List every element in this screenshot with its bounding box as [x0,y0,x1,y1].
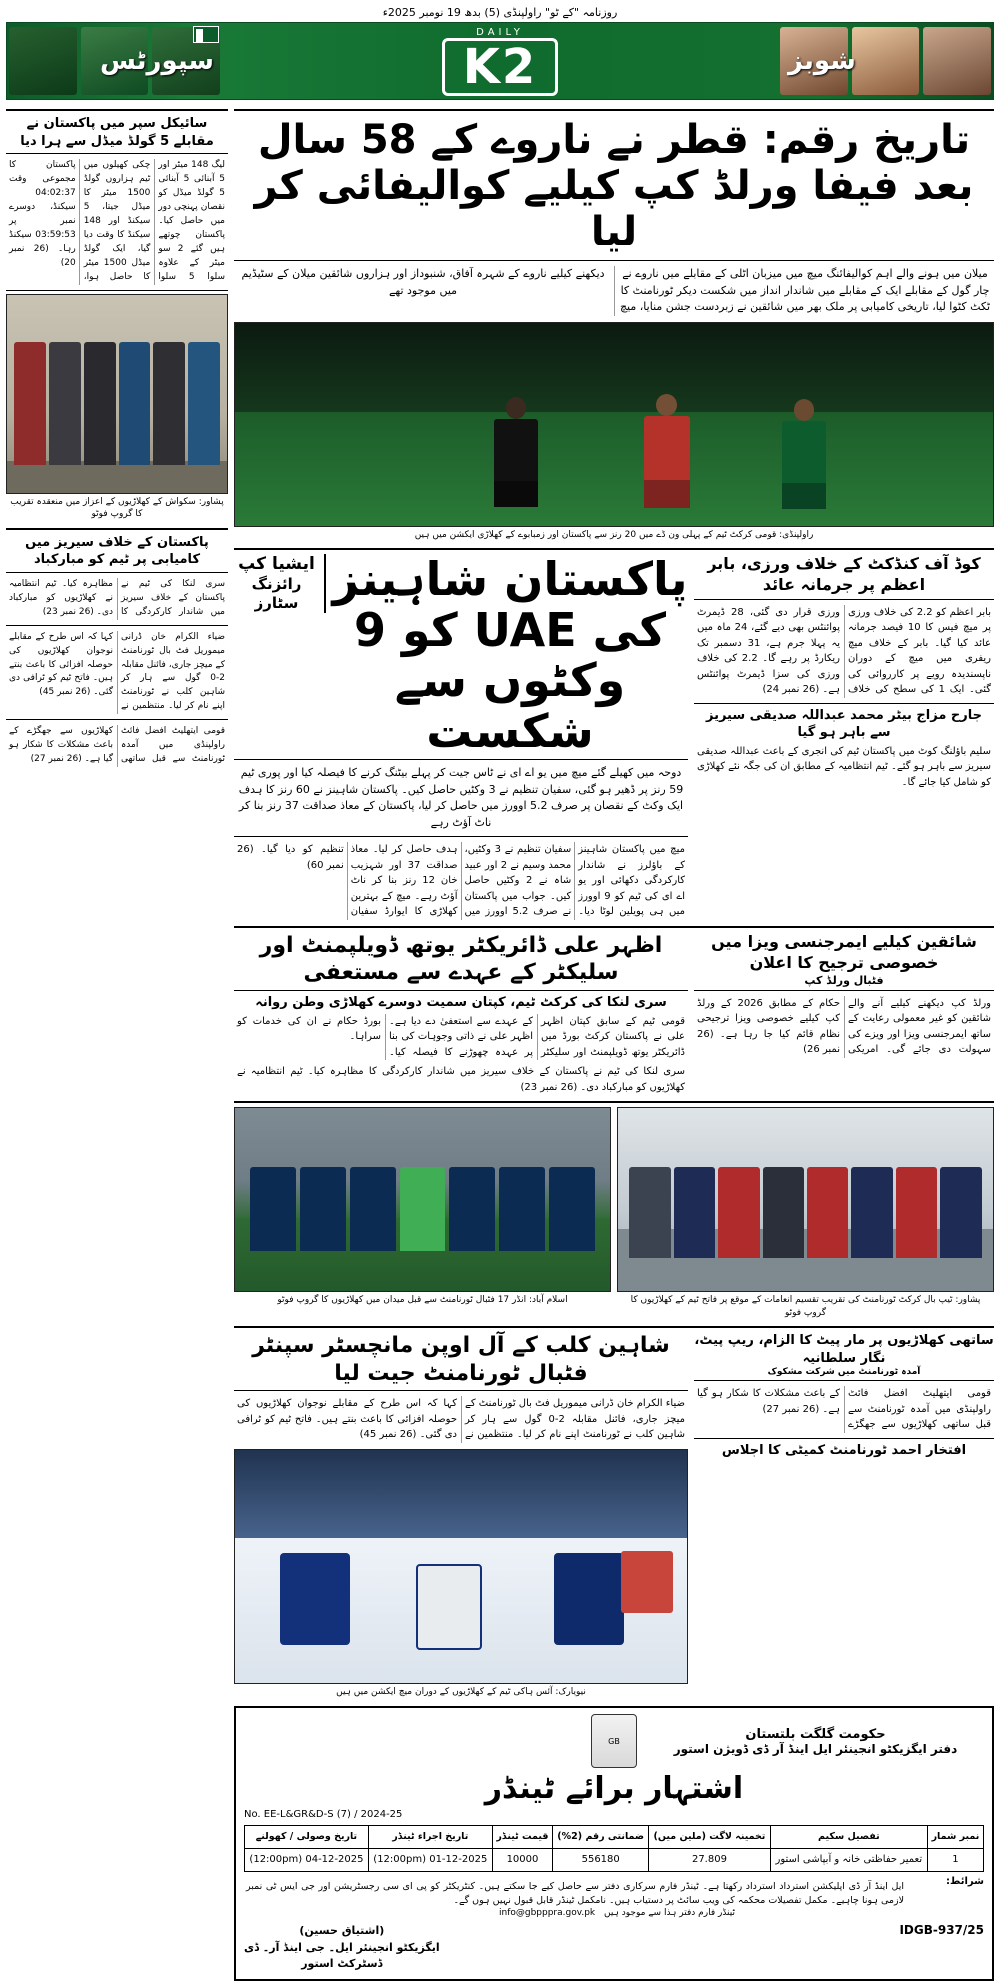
tender-col-security: ضمانتی رقم (2%) [553,1826,649,1848]
lead-kicker: میلان میں ہونے والے اہم کوالیفائنگ میچ میں میزبان اٹلی کے مقابلے میں ناروے نے چار گول کے مقابلے ایک کے مقابلے میں شاندار انداز میں شکست دیکر ٹورنامنٹ کا ٹکٹ کٹوا لیا، تاریخی کامیابی پر ملک بھر میں شائقین نے زبردست جشن منایا، میچ دیکھنے کیلیے ناروے کے شہرہ آفاق، شنبوداز اور ہزاروں شائقین میلان کے سٹیڈیم میں موجود تھے [241,267,991,313]
signature-designation: ایگزیکٹو انجینئر ایل۔ جی اینڈ آر۔ ڈی [244,1940,440,1954]
masthead-showbiz-strip [778,23,993,99]
player [549,1167,595,1251]
football-photo-block [234,1107,611,1322]
pitch-grass [235,412,993,526]
divider [694,1380,994,1381]
player [940,1167,981,1259]
government-emblem-icon [591,1714,637,1768]
memorial-body: ضیاء الکرام خان ڈرانی میموریل فٹ بال ٹورنامنٹ کے میچز جاری، فائنل مقابلہ 2-0 گول سے ہار کر شاہین کلب نے ٹورنامنٹ اپنے نام کر لیا۔ منتظمین نے کہا کہ اس طرح کے مقابلے نوجوان کھلاڑیوں کی حوصلہ افزائی کا باعث بنتے ہیں۔ فاتح ٹیم کو ٹرافی دی گئی۔ (26 نمبر 45) [237,1398,685,1441]
player [14,342,46,465]
dateline: روزنامہ "کے ٹو" راولپنڈی (5) بدھ 19 نومبر 2025ء [382,6,618,19]
masthead [6,22,994,100]
page-columns [6,105,994,1981]
lead-photo-cricket [234,322,994,527]
player [300,1167,346,1251]
penalty-body: بابر اعظم کو 2.2 کی خلاف ورزی پر میچ فیس کا 10 فیصد جرمانہ عائد کیا گیا۔ بابر کے خلاف میچ ریفری میں میچ کے دوران ناپسندیدہ رویے پر کارروائی کی گئی۔ ایک 1 کی سطح کی خلاف ورزی قرار دی گئی، 28 ڈیمرٹ پوائنٹس بھی دیے گئے، 24 ماہ میں یہ پہلا جرم ہے، 31 دسمبر تک ریکارڈ پر رہے گا۔ 2.2 کی خلاف ورزی کی سزا ڈیمرٹ پوائنٹس ہے۔ (26 نمبر 24) [697,606,992,696]
memorial-block [234,1332,688,1701]
tender-website-note [244,1908,984,1918]
asia-cup-story [234,554,688,922]
tender-office: دفتر ایگزیکٹو انجینئر ایل اینڈ آر ڈی ڈویژن استور [673,1741,958,1756]
memorial-headline: شاہین کلب کے آل اوپن مانچسٹر سپنٹر فٹبال ٹورنامنٹ جیت لیا [252,1333,670,1386]
divider [234,836,688,837]
divider [6,290,228,291]
divider [694,599,994,600]
player [49,342,81,465]
tender-title: اشتہار برائے ٹینڈر [484,1771,744,1807]
asia-cup-label-line1: ایشیا کپ [238,554,315,575]
umpire-trousers [494,481,538,507]
court-floor [7,461,227,493]
tender-website-text: ٹینڈر فارم دفتر ہذا سے موجود ہیں [604,1908,735,1919]
showbiz-photo [852,27,920,95]
divider [234,1326,994,1328]
team-row [629,1167,982,1259]
tender-table-header-row [245,1826,984,1848]
tender-government: حکومت گلگت بلتستان [745,1726,886,1742]
tender-footer [244,1918,984,1973]
player-trousers [644,480,690,508]
football-visa-label: فٹبال ورلڈ کپ [804,973,884,987]
signature-district: ڈسٹرکٹ استور [301,1957,383,1971]
small-news-side-headline: افتخار احمد ٹورنامنٹ کمیٹی کا اجلاس [721,1442,967,1458]
photo-band [234,1107,994,1322]
asia-cup-label-line2: رائزنگ سٹارز [251,575,302,613]
tender-email[interactable]: info@gbpppra.gov.pk [498,1908,596,1919]
divider [234,548,994,550]
hockey-player-white [416,1564,482,1650]
cell-security: 556180 [553,1848,649,1871]
main-column [234,105,994,1981]
player [153,342,185,465]
masthead-logo-block [222,27,778,96]
divider [234,1101,994,1103]
tender-col-open-date: تاریخ وصولی / کھولنے [245,1826,369,1848]
hockey-player-blue [280,1553,350,1645]
arena-stands [235,1450,687,1543]
umpire-shirt [494,419,538,481]
tender-conditions-label: شرائط: [946,1875,984,1887]
player [119,342,151,465]
divider [694,990,994,991]
photo-teepball-team [617,1107,994,1292]
sports-photo [9,27,77,95]
player [350,1167,396,1251]
tender-col-issue-date: تاریخ اجراء ٹینڈر [368,1826,492,1848]
azhar-headline: اظہر علی ڈائریکٹر یوتھ ڈویلپمنٹ اور سلیکٹر کے عہدے سے مستعفی [259,932,663,986]
divider [234,759,688,760]
player [188,342,220,465]
divider [234,990,688,991]
paper-logo: K2 [442,38,559,96]
squash-photo-caption: پشاور: سکواش کے کھلاڑیوں کے اعزاز میں منعقدہ تقریب کا گروپ فوٹو [10,496,224,520]
hockey-photo-caption: نیویارک: آئس ہاکی ٹیم کے کھلاڑیوں کے دوران میچ ایکشن میں ہیں [336,1686,586,1697]
cell-price: 10000 [492,1848,552,1871]
side-column [6,105,228,1981]
signature-name: (اشتیاق حسین) [299,1924,385,1938]
squash-row [14,342,221,465]
hockey-player-blue-2 [554,1553,624,1645]
cell-serial: 1 [927,1848,983,1871]
football-row [250,1167,595,1251]
player [449,1167,495,1251]
divider [6,153,228,154]
asia-cup-body: میچ میں پاکستان شاہینز کے باؤلرز نے شاندار کارکردگی دکھائی اور یو اے ای کی ٹیم کو 9 اوورز میں ہی پویلین لوٹا دیا۔ سفیان تنظیم نے 3 وکٹیں، محمد وسیم نے 2 اور عبید شاہ نے 2 وکٹیں حاصل کیں۔ جواب میں پاکستان نے صرف 5.2 اوورز میں ہدف حاصل کر لیا۔ معاذ صداقت 37 اور شہزیب خان 12 رنز بنا کر ناٹ آؤٹ رہے۔ میچ کے بہترین کھلاڑی کا ایوارڈ سفیان تنظیم کو دیا گیا۔ (26 نمبر 60) [237,844,685,918]
cell-open-date: 04-12-2025 (12:00pm) [245,1848,369,1871]
showbiz-photo [923,27,991,95]
divider [6,719,228,720]
team-photo-block [617,1107,994,1322]
pak-sl-body: سری لنکا کی ٹیم نے پاکستان کے خلاف سیریز میں شاندار کارکردگی کا مظاہرہ کیا۔ ٹیم انتظامیہ نے کھلاڑیوں کو مبارکباد دی۔ (26 نمبر 23) [237,1066,685,1093]
divider [234,260,994,261]
football-visa-body: ورلڈ کپ دیکھنے کیلیے آنے والے شائقین کو غیر معمولی رعایت کے ساتھ ایمرجنسی ویزا اور ویزے کی سہولت دی جائے گی۔ امریکی حکام کے مطابق 2026 کے ورلڈ کپ کیلیے خصوصی ویزا ترجیحی نظام قائم کیا جا رہا ہے۔ (26 نمبر 26) [697,997,991,1056]
asia-cup-headline: پاکستان شاہینز کی UAE کو 9 وکٹوں سے شکست [332,552,688,758]
player [718,1167,759,1259]
asia-cup-kicker: دوحہ میں کھیلے گئے میچ میں یو اے ای نے ٹاس جیت کر پہلے بیٹنگ کرنے کا فیصلہ کیا اور پوری ٹیم 59 رنز پر ڈھیر ہو گئی، سفیان تنظیم نے 3 وکٹیں حاصل کیں۔ پاکستان شاہینز نے 60 رنز کا ہدف ایک وکٹ کے نقصان پر صرف 5.2 اوورز میں حاصل کر لیا، پاکستان کے معاذ صداقت 37 رنز بنا کر ناٹ آؤٹ رہے [238,766,684,829]
player-head [794,399,814,421]
flag-icon [193,26,219,43]
lead-headline: تاریخ رقم: قطر نے ناروے کے 58 سال بعد فیفا ورلڈ کپ کیلیے کوالیفائی کر لیا [254,117,974,255]
showbiz-label: شوبز [788,46,856,76]
table-row [245,1848,984,1871]
player [84,342,116,465]
divider [694,703,994,704]
tender-table [244,1825,984,1871]
stadium-stands [235,323,993,414]
cell-issue-date: 01-12-2025 (12:00pm) [368,1848,492,1871]
divider [694,1438,994,1439]
player [250,1167,296,1251]
photo-football-team [234,1107,611,1292]
cell-scheme: تعمیر حفاظتی خانہ و آبپاشی استور [770,1848,927,1871]
azhar-sub-headline: سری لنکا کی کرکٹ ٹیم، کپتان سمیت دوسرے کھلاڑی وطن روانہ [255,994,667,1010]
player-shirt [644,416,690,480]
second-band [234,554,994,922]
azhar-body: قومی ٹیم کے سابق کپتان اظہر علی نے پاکستان کرکٹ بورڈ میں ڈائریکٹر یوتھ ڈویلپمنٹ اور سلیکٹر کے عہدے سے استعفیٰ دے دیا ہے۔ اظہر علی نے ذاتی وجوہات کی بنا پر عہدہ چھوڑنے کا فیصلہ کیا۔ بورڈ حکام نے ان کی خدمات کو سراہا۔ [237,1015,685,1058]
cycling-headline: سائیکل سپر میں پاکستان نے مقابلے 5 گولڈ میڈل سے ہرا دیا [20,116,214,149]
tender-conditions-row [244,1876,984,1909]
masthead-sports-strip [7,23,222,99]
divider [234,1390,688,1391]
cycling-body: لیگ 148 میٹر اور 5 آبنائی 5 آبنائی 5 گولڈ میڈل کو نقصان پہنچی دور میں حاصل کیا۔ پاکستان چوتھے ہیں گئے 2 سو میٹر کے علاوہ سلوا 5 سلوا چکی کھیلوں میں ٹیم ہزاروں گولڈ 1500 میٹر کا میڈل جیتا، 5 سیکنڈ اور 148 سیکنڈ کا وقت دیا گیا، ایک گولڈ میڈل 1500 میٹر کا حاصل ہوا، پاکستان کا مجموعی وقت 04:02:37 سیکنڈ، دوسرے نمبر پر 03:59:53 سیکنڈ رہا۔ (26 نمبر 20) [9,160,226,282]
player [851,1167,892,1259]
tender-header [244,1714,984,1768]
football-visa-headline: شائقین کیلیے ایمرجنسی ویزا میں خصوصی ترجیح کا اعلان [711,931,977,972]
emblem-label: GB [608,1736,620,1746]
football-visa-story [694,932,994,1097]
player [807,1167,848,1259]
tender-signature [244,1923,440,1973]
memorial-side-body: ضیاء الکرام خان ڈرانی میموریل فٹ بال ٹورنامنٹ کے میچز جاری، فائنل مقابلہ 2-0 گول سے ہار کر شاہین کلب نے ٹورنامنٹ اپنے نام کر لیا۔ منتظمین نے کہا کہ اس طرح کے مقابلے نوجوان کھلاڑیوں کی حوصلہ افزائی کا باعث بنتے ہیں۔ فاتح ٹیم کو ٹرافی دی گئی۔ (26 نمبر 45) [9,631,225,712]
photo-squash-group [6,294,228,494]
player-captain [644,394,690,509]
tender-conditions-text: ایل اینڈ آر ڈی اپلیکشن استرداد استرداد رکھتا ہے۔ ٹینڈر فارم سرکاری دفتر سے حاصل کیے جا سکتے ہیں۔ کنٹریکٹر کو پی ای سی رجسٹریشن اور جی ایس ٹی نمبر لازمی ہونا چاہیے۔ مکمل تفصیلات محکمہ کی ویب سائٹ پر دستیاب ہیں۔ نامکمل ٹینڈر قابل قبول نہیں ہوں گے۔ [246,1880,904,1906]
player-fielder [782,399,826,509]
small-news-body: قومی ایتھلیٹ افضل فائٹ راولپنڈی میں آمدہ ٹورنامنٹ سے قبل ساتھی کھلاڑیوں سے جھگڑے کے باعث مشکلات کا شکار ہو گیا ہے۔ (26 نمبر 27) [697,1388,991,1431]
player [763,1167,804,1259]
divider [234,926,994,928]
daily-label: DAILY [476,26,524,38]
small-news-block [694,1332,994,1701]
player [674,1167,715,1259]
divider [6,625,228,626]
tender-idgb: IDGB-937/25 [899,1923,984,1938]
player [896,1167,937,1259]
penalty-side-headline: جارح مزاج بیٹر محمد عبداللہ صدیقی سیریز سے باہر ہو گیا [705,707,982,741]
player-head [656,394,677,416]
tender-col-serial: نمبر شمار [927,1826,983,1848]
player-shirt [782,421,826,483]
penalty-side-body: سلیم باؤلنگ کوٹ میں پاکستان ٹیم کی انجری کے باعث عبداللہ صدیقی سیریز سے باہر ہو گئے۔ ٹیم انتظامیہ کے مطابق ان کی جگہ نئے کھلاڑی کو شامل کیا جائے گا۔ [697,745,991,788]
small-news-sub: آمدہ ٹورنامنٹ میں شرکت مشکوک [767,1367,921,1378]
photo-ice-hockey [234,1449,688,1684]
tender-col-scheme: تفصیل سکیم [770,1826,927,1848]
penalty-headline: کوڈ آف کنڈکٹ کے خلاف ورزی، بابر اعظم پر جرمانہ عائد [707,554,981,594]
cell-cost: 27.809 [649,1848,771,1871]
third-band [234,932,994,1097]
divider [6,109,228,111]
tender-col-price: قیمت ٹینڈر [492,1826,552,1848]
penalty-story [694,554,994,922]
umpire [494,397,538,509]
umpire-head [506,397,526,419]
lower-band [234,1332,994,1701]
tender-col-cost: تخمینہ لاگت (ملین میں) [649,1826,771,1848]
player [629,1167,670,1259]
tender-advertisement [234,1706,994,1980]
divider [234,109,994,111]
small-news-side-body: قومی ایتھلیٹ افضل فائٹ راولپنڈی میں آمدہ ٹورنامنٹ سے قبل ساتھی کھلاڑیوں سے جھگڑے کے باعث مشکلات کا شکار ہو گیا ہے۔ (26 نمبر 27) [9,726,225,765]
team-photo-caption: پشاور: ٹیپ بال کرکٹ ٹورنامنٹ کی تقریب تقسیم انعامات کے موقع پر فاتح ٹیم کے کھلاڑیوں کا گروپ فوٹو [630,1295,981,1318]
divider [6,572,228,573]
azhar-story [234,932,688,1097]
divider [6,528,228,530]
football-photo-caption: اسلام آباد: انڈر 17 فٹبال ٹورنامنٹ سے قبل میدان میں کھلاڑیوں کا گروپ فوٹو [277,1295,568,1306]
goalkeeper [400,1167,446,1251]
sports-label: سپورٹس [100,46,214,76]
lead-photo-caption: راولپنڈی: قومی کرکٹ ٹیم کے پہلی ون ڈے میں 20 رنز سے پاکستان اور زمبابوے کے کھلاڑی ایکشن میں ہیں [414,529,814,540]
tender-number: No. EE-L&GR&D-S (7) / 2024-25 [244,1809,403,1821]
asia-cup-label [234,554,326,613]
rink-board-ad [621,1551,673,1613]
pak-sl-headline: پاکستان کے خلاف سیریز میں کامیابی پر ٹیم کو مبارکباد [25,534,209,568]
pak-sl-side-body: سری لنکا کی ٹیم نے پاکستان کے خلاف سیریز میں شاندار کارکردگی کا مظاہرہ کیا۔ ٹیم انتظامیہ نے کھلاڑیوں کو مبارکباد دی۔ (26 نمبر 23) [9,578,225,617]
small-news-headline: ساتھی کھلاڑیوں پر مار پیٹ کا الزام، ریپ پیٹ، نگار سلطانیہ [694,1333,994,1366]
player [499,1167,545,1251]
player-trousers [782,483,826,509]
